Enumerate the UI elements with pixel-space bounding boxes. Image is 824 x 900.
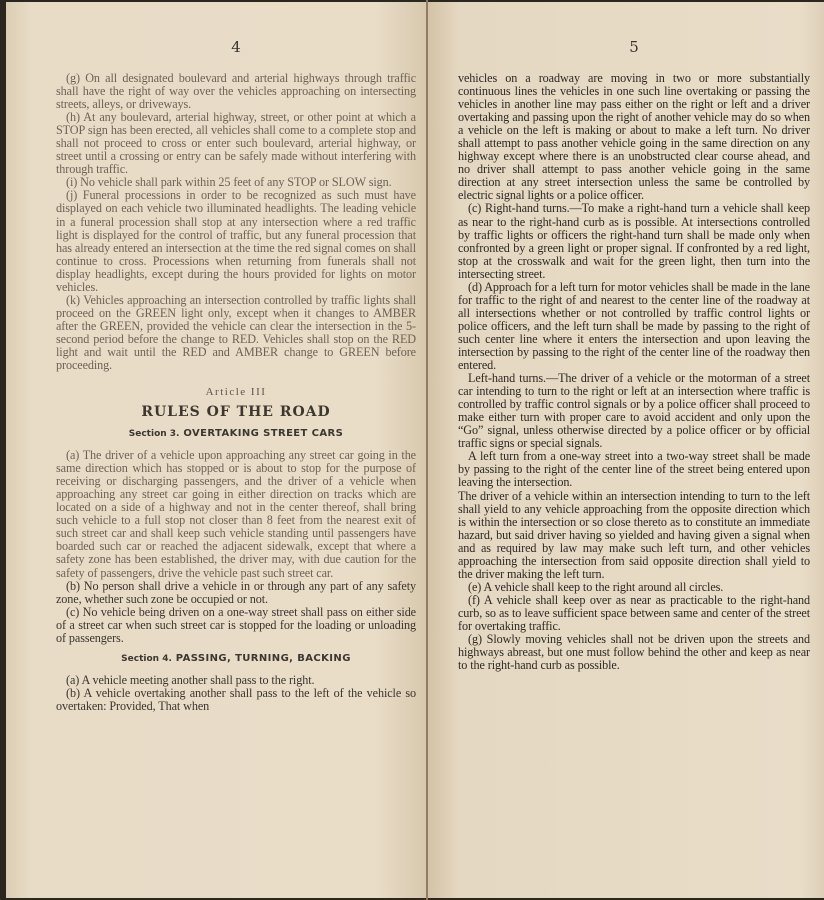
paragraph-h: (h) At any boulevard, arterial highway, street, or other point at which a STOP sign has been erected, all vehicles shall come to a complete stop and shall not proceed to cross or enter such boulevard, arterial highway, or street until a crossing or entry can be safely made without interfering with through traffic. — [56, 110, 416, 177]
article-title: RULES OF THE ROAD — [141, 404, 331, 421]
paragraph-one-way-left-turn: A left turn from a one-way street into a two-way street shall be made by passing to the right of the center line of the street being entered upon leaving the intersection. — [458, 449, 810, 490]
paragraph-f: (f) A vehicle shall keep over as near as practicable to the right-hand curb, so as to leave sufficient space between same and center of the street for overtaking traffic. — [458, 592, 810, 633]
paragraph-g-right: (g) Slowly moving vehicles shall not be driven upon the streets and highways abreast, but one must follow behind the other and keep as near to the right-hand curb as possible. — [458, 632, 810, 673]
paragraph-g: (g) On all designated boulevard and arterial highways through traffic shall have the right of way over the vehicles approaching on intersecting streets, alleys, or driveways. — [56, 71, 416, 112]
left-page — [6, 2, 426, 898]
article-label: Article III — [205, 386, 267, 399]
page-number-left: 4 — [231, 38, 241, 56]
section-4-title: PASSING, TURNING, BACKING — [175, 652, 351, 664]
page-number-right: 5 — [629, 38, 639, 56]
paragraph-yield: The driver of a vehicle within an intersection intending to turn to the left shall yield to any vehicle approaching from the opposite direction which is within the intersection or so close thereto as to constitute an immediate hazard, but said driver having so yielded and having given a signal when and as required by law may make such left turn, and other vehicles approaching the intersection from said opposite direction shall yield to the driver making the left turn. — [458, 488, 810, 581]
left-page-text — [56, 72, 416, 713]
section-3-heading — [56, 428, 416, 439]
section-4-heading — [56, 653, 416, 664]
paragraph-s3-b: (b) No person shall drive a vehicle in or through any part of any safety zone, whether such zone be occupied or not. — [56, 578, 416, 606]
paragraph-s3-a: (a) The driver of a vehicle upon approaching any street car going in the same direction which has stopped or is about to stop for the purpose of receiving or discharging passengers, and the driver of a vehicle when approaching any street car going in either direction on tracks which are located on a side of a highway and not in the center thereof, shall bring such vehicle to a full stop not closer than 8 feet from the nearest exit of such street car and shall keep such vehicle standing until passengers have boarded such car or reached the adjacent sidewalk, except that where a safety zone has been established, the driver may, with due caution for the safety of passengers, drive the vehicle past such street car. — [56, 448, 416, 580]
right-page — [428, 2, 824, 898]
paragraph-i: (i) No vehicle shall park within 25 feet of any STOP or SLOW sign. — [66, 175, 392, 190]
paragraph-s3-c: (c) No vehicle being driven on a one-way street shall pass on either side of a street car when such street car is stopped for the loading or unloading of passengers. — [56, 604, 416, 645]
section-3-title: OVERTAKING STREET CARS — [183, 428, 344, 440]
paragraph-j: (j) Funeral processions in order to be recognized as such must have displayed on each vehicle two illuminated headlights. The leading vehicle in a funeral procession shall stop at any intersection where a red traffic light is displayed for the control of traffic, but any funeral procession that has already entered an intersection at the time the red signal comes on shall continue to cross. Processions when returning from funerals shall not display headlights, except during the hours provided for lights on motor vehicles. — [56, 188, 416, 294]
paragraph-continued: vehicles on a roadway are moving in two or more substantially continuous lines the vehicles in one such line overtaking or passing the vehicles in another line may pass either on the right or left and a driver overtaking and passing upon the right of another vehicle may do so when a vehicle on the left is making or about to make a left turn. No driver shall attempt to pass another vehicle going in the same direction on any highway except where there is an unobstructed clear course ahead, and no driver shall attempt to pass another vehicle going in the same direction at any street intersection unless the same be controlled by electric signal lights or a police officer. — [458, 71, 810, 203]
paragraph-d-left-turn-approach: (d) Approach for a left turn for motor vehicles shall be made in the lane for traffic to the right of and nearest to the center line of the roadway at all intersections whether or not controlled by traffic control lights or police officers, and the left turn shall be made by passing to the right of such center line where it enters the intersection and upon leaving the intersection by passing to the right of the center line of the roadway then entered. — [458, 279, 810, 373]
section-4-number: Section 4. — [121, 653, 172, 664]
paragraph-k: (k) Vehicles approaching an intersection controlled by traffic lights shall proceed on the GREEN light only, except when it changes to AMBER after the GREEN, provided the vehicle can clear the intersection in the 5-second period before the change to RED. Vehicles shall stop on the RED light and wait until the RED and AMBER change to GREEN before proceeding. — [56, 292, 416, 373]
right-page-text — [458, 72, 810, 672]
paragraph-c-right-hand-turns: (c) Right-hand turns.—To make a right-hand turn a vehicle shall keep as near to the right-hand curb as is possible. At intersections controlled by traffic lights or officers the right-hand turn shall be made only when confronted by a green light or proper signal. If confronted by a red light, stop at the crosswalk and wait for the green light, then turn into the intersecting street. — [458, 201, 810, 281]
paragraph-e: (e) A vehicle shall keep to the right around all circles. — [468, 579, 724, 594]
section-3-number: Section 3. — [128, 429, 180, 440]
paragraph-left-hand-turns: Left-hand turns.—The driver of a vehicle or the motorman of a street car intending to turn to the right or left at an intersection where traffic is controlled by traffic control signals or by a police officer shall proceed to make either turn with proper care to avoid accident and only upon the “Go” signal, unless otherwise directed by a police officer or by official traffic signs or special signals. — [458, 371, 810, 451]
paragraph-s4-b: (b) A vehicle overtaking another shall pass to the left of the vehicle so overtaken: Provided, That when — [56, 685, 416, 713]
paragraph-s4-a: (a) A vehicle meeting another shall pass to the right. — [66, 672, 315, 687]
